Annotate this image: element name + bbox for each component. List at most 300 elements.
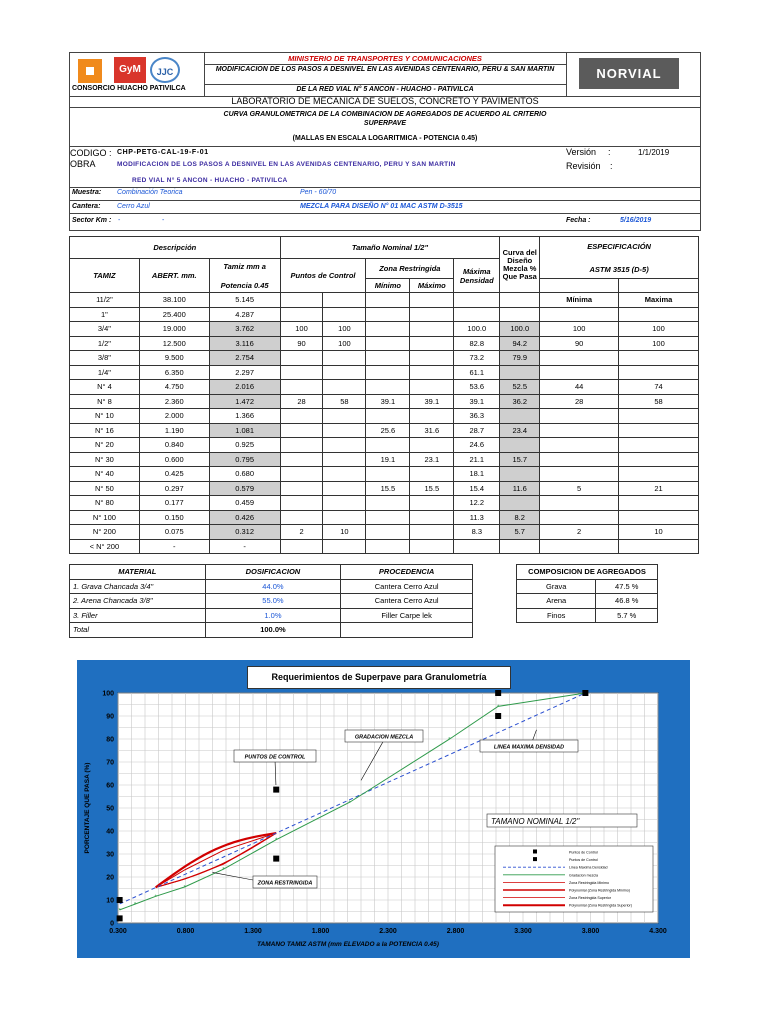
- table-cell: N° 10: [70, 409, 140, 424]
- table-cell: 19.000: [139, 322, 209, 337]
- material-row: [70, 594, 473, 609]
- material-cell: 100.0%: [205, 623, 341, 638]
- zone-annotation-label: ZONA RESTRINGIDA: [257, 880, 313, 887]
- legend-entry: Gradacion mezcla: [569, 873, 598, 878]
- table-cell: N° 40: [70, 467, 140, 482]
- legend-marker: [533, 857, 537, 861]
- legend-marker: [533, 850, 537, 854]
- col-tamiz: TAMIZ: [70, 259, 140, 293]
- table-cell: 1": [70, 307, 140, 322]
- table-cell: 1.190: [139, 423, 209, 438]
- table-cell: 18.1: [454, 467, 500, 482]
- composition-cell: Arena: [517, 594, 596, 609]
- material-row: [70, 579, 473, 594]
- table-cell: 0.459: [209, 496, 280, 511]
- table-cell: [454, 539, 500, 554]
- table-cell: 2.016: [209, 380, 280, 395]
- y-tick-label: 50: [106, 805, 114, 813]
- x-tick-label: 0.800: [176, 928, 195, 935]
- y-tick-label: 10: [106, 897, 114, 905]
- control-point: [495, 690, 501, 696]
- table-cell: [410, 293, 454, 308]
- y-tick-label: 100: [102, 690, 114, 698]
- pen-value: Pen - 60/70: [300, 189, 337, 196]
- version-colon: :: [608, 147, 611, 157]
- table-cell: 15.7: [500, 452, 540, 467]
- table-cell: [280, 423, 323, 438]
- table-cell: 2.297: [209, 365, 280, 380]
- obra-label: OBRA: [70, 159, 96, 169]
- version-value: 1/1/2019: [638, 148, 670, 157]
- x-axis-label: TAMANO TAMIZ ASTM (mm ELEVADO a la POTENCIA 0.45): [257, 941, 439, 948]
- table-cell: 58: [323, 394, 366, 409]
- control-point: [273, 787, 279, 793]
- table-cell: 4.287: [209, 307, 280, 322]
- material-cell: 1.0%: [205, 608, 341, 623]
- table-cell: 28: [280, 394, 323, 409]
- table-cell: [323, 351, 366, 366]
- document-title-area: [69, 108, 701, 147]
- table-cell: N° 8: [70, 394, 140, 409]
- table-cell: [410, 467, 454, 482]
- composition-cell: 5.7 %: [596, 608, 658, 623]
- table-cell: 39.1: [410, 394, 454, 409]
- muestra-label: Muestra:: [72, 189, 102, 196]
- material-cell: 44.0%: [205, 579, 341, 594]
- table-cell: [500, 539, 540, 554]
- codigo-value: CHP-PETG-CAL-19-F-01: [117, 149, 209, 156]
- gym-logo: GyM: [114, 57, 146, 83]
- table-cell: [323, 438, 366, 453]
- spec-blank: [619, 279, 699, 293]
- table-cell: 0.177: [139, 496, 209, 511]
- table-cell: 0.312: [209, 525, 280, 540]
- table-cell: [540, 510, 619, 525]
- table-cell: [540, 351, 619, 366]
- table-cell: 11.3: [454, 510, 500, 525]
- table-cell: 12.500: [139, 336, 209, 351]
- table-cell: 3/8": [70, 351, 140, 366]
- nominal-label: TAMANO NOMINAL 1/2": [491, 817, 580, 826]
- norvial-logo-area: [566, 53, 701, 96]
- table-cell: 100.0: [500, 322, 540, 337]
- table-cell: [410, 380, 454, 395]
- table-cell: 2: [280, 525, 323, 540]
- col-procedencia: PROCEDENCIA: [341, 565, 473, 580]
- x-tick-label: 3.300: [514, 928, 532, 935]
- table-cell: [280, 409, 323, 424]
- table-row: [70, 409, 699, 424]
- table-cell: 1/4": [70, 365, 140, 380]
- table-cell: [410, 307, 454, 322]
- table-cell: [323, 467, 366, 482]
- table-cell: 0.680: [209, 467, 280, 482]
- col-dosificacion: DOSIFICACION: [205, 565, 341, 580]
- table-cell: [619, 438, 699, 453]
- table-row: [70, 336, 699, 351]
- table-cell: 3.116: [209, 336, 280, 351]
- table-cell: 3.762: [209, 322, 280, 337]
- table-cell: [619, 496, 699, 511]
- x-tick-label: 4.300: [649, 928, 667, 935]
- sieve-table: [69, 236, 699, 554]
- table-cell: [366, 307, 410, 322]
- x-tick-label: 1.800: [311, 928, 330, 935]
- col-maxima-densidad: Máxima Densidad: [454, 259, 500, 293]
- revision-colon: :: [610, 161, 613, 171]
- table-cell: 2.360: [139, 394, 209, 409]
- material-cell: 1. Grava Chancada 3/4": [70, 579, 206, 594]
- table-cell: 23.1: [410, 452, 454, 467]
- table-cell: [540, 409, 619, 424]
- table-cell: [280, 510, 323, 525]
- table-cell: 28.7: [454, 423, 500, 438]
- table-cell: [280, 539, 323, 554]
- version-label: Versión: [566, 147, 597, 157]
- table-cell: [323, 539, 366, 554]
- granulometry-chart: [77, 660, 690, 958]
- col-abertura: ABERT. mm.: [139, 259, 209, 293]
- table-cell: N° 100: [70, 510, 140, 525]
- table-cell: Maxima: [619, 293, 699, 308]
- table-cell: [323, 423, 366, 438]
- control-point: [273, 856, 279, 862]
- potencia-label: Potencia 0.45: [220, 280, 269, 290]
- gradation-point: *: [222, 867, 225, 874]
- table-cell: 12.2: [454, 496, 500, 511]
- gradation-point: *: [154, 894, 157, 901]
- jjc-logo: JJC: [150, 57, 180, 83]
- composition-cell: 47.5 %: [596, 579, 658, 594]
- table-cell: 25.6: [366, 423, 410, 438]
- table-cell: [323, 365, 366, 380]
- table-row: [70, 481, 699, 496]
- table-row: [70, 365, 699, 380]
- table-cell: 100: [280, 322, 323, 337]
- table-cell: [540, 438, 619, 453]
- document-subtitle: (MALLAS EN ESCALA LOGARITMICA - POTENCIA 0.45): [292, 135, 478, 142]
- table-cell: 6.350: [139, 365, 209, 380]
- table-cell: [540, 467, 619, 482]
- table-cell: [280, 481, 323, 496]
- table-row: [70, 525, 699, 540]
- table-cell: 0.426: [209, 510, 280, 525]
- table-cell: 90: [280, 336, 323, 351]
- table-cell: 0.150: [139, 510, 209, 525]
- y-axis-label: PORCENTAJE QUE PASA (%): [84, 762, 91, 854]
- table-cell: 9.500: [139, 351, 209, 366]
- table-cell: [366, 336, 410, 351]
- legend-entry: Zona Restringida Minimo: [569, 880, 609, 885]
- gradation-point: *: [183, 885, 186, 892]
- table-cell: [280, 365, 323, 380]
- table-cell: [619, 510, 699, 525]
- table-row: [70, 510, 699, 525]
- table-cell: [280, 452, 323, 467]
- table-cell: 1.081: [209, 423, 280, 438]
- gradation-point: *: [448, 737, 451, 744]
- consortium-name: CONSORCIO HUACHO PATIVILCA: [72, 85, 186, 92]
- norvial-logo: NORVIAL: [579, 58, 679, 89]
- control-point: [117, 897, 123, 903]
- table-cell: 90: [540, 336, 619, 351]
- material-row: [70, 608, 473, 623]
- material-cell: Filler Carpe lek: [341, 608, 473, 623]
- sector-label: Sector Km :: [72, 217, 112, 224]
- table-cell: [619, 539, 699, 554]
- gradation-annotation-label: GRADACION MEZCLA: [354, 734, 414, 741]
- table-cell: [619, 467, 699, 482]
- especificacion-label: ESPECIFICACIÓN: [587, 241, 651, 251]
- table-row: [70, 322, 699, 337]
- table-cell: [619, 351, 699, 366]
- table-cell: 0.600: [139, 452, 209, 467]
- table-cell: 52.5: [500, 380, 540, 395]
- control-point: [117, 915, 123, 921]
- table-cell: 53.6: [454, 380, 500, 395]
- table-cell: 0.795: [209, 452, 280, 467]
- table-cell: 39.1: [366, 394, 410, 409]
- table-cell: [366, 293, 410, 308]
- codigo-label: CODIGO :: [70, 148, 112, 158]
- legend-entry: Polynomial (Zona Restringida Minimo): [569, 888, 630, 893]
- table-cell: 73.2: [454, 351, 500, 366]
- control-point: [495, 713, 501, 719]
- table-cell: [280, 467, 323, 482]
- table-cell: [500, 293, 540, 308]
- table-cell: 11/2": [70, 293, 140, 308]
- table-cell: 100: [619, 336, 699, 351]
- col-zona-restringida: Zona Restringida: [366, 259, 454, 279]
- col-tamano-nominal: Tamaño Nominal 1/2": [280, 237, 500, 259]
- orange-logo-icon: [78, 59, 102, 83]
- document-title: CURVA GRANULOMETRICA DE LA COMBINACION DE AGREGADOS DE ACUERDO AL CRITERIO SUPERPAVE: [223, 111, 547, 127]
- table-cell: 8.3: [454, 525, 500, 540]
- control-annotation-label: PUNTOS DE CONTROL: [244, 754, 306, 761]
- table-cell: 100: [619, 322, 699, 337]
- table-cell: 44: [540, 380, 619, 395]
- y-tick-label: 0: [110, 920, 114, 928]
- table-cell: Mínima: [540, 293, 619, 308]
- col-curva-diseno: Curva del Diseño Mezcla % Que Pasa: [500, 237, 540, 293]
- table-cell: [500, 496, 540, 511]
- cantera-label: Cantera:: [72, 203, 101, 210]
- control-point: [582, 690, 588, 696]
- table-row: [70, 307, 699, 322]
- table-cell: [366, 438, 410, 453]
- table-cell: 100: [540, 322, 619, 337]
- table-cell: [540, 452, 619, 467]
- table-cell: [366, 322, 410, 337]
- x-tick-label: 1.300: [244, 928, 262, 935]
- table-cell: 10: [323, 525, 366, 540]
- table-cell: N° 80: [70, 496, 140, 511]
- table-cell: 39.1: [454, 394, 500, 409]
- table-cell: 11.6: [500, 481, 540, 496]
- header-block: [69, 52, 701, 97]
- col-tamiz-potencia: [209, 259, 280, 293]
- table-cell: [540, 539, 619, 554]
- table-row: [70, 380, 699, 395]
- table-cell: 79.9: [500, 351, 540, 366]
- obra-line-2: RED VIAL N° 5 ANCON - HUACHO - PATIVILCA: [132, 177, 288, 184]
- table-cell: [323, 481, 366, 496]
- legend-entry: Puntos de Control: [569, 850, 598, 855]
- table-row: [70, 467, 699, 482]
- table-cell: 1.472: [209, 394, 280, 409]
- table-cell: 8.2: [500, 510, 540, 525]
- table-cell: [410, 336, 454, 351]
- table-cell: [540, 423, 619, 438]
- table-cell: 82.8: [454, 336, 500, 351]
- materials-table: [69, 564, 473, 638]
- table-cell: [619, 307, 699, 322]
- table-cell: [366, 539, 410, 554]
- table-cell: -: [139, 539, 209, 554]
- composition-row: [517, 594, 658, 609]
- table-cell: 4.750: [139, 380, 209, 395]
- table-cell: [323, 409, 366, 424]
- muestra-value: Combinación Teorica: [117, 189, 183, 196]
- table-row: [70, 293, 699, 308]
- tamiz-mm-label: Tamiz mm a: [223, 261, 266, 271]
- composition-table: [516, 564, 658, 623]
- sector-value-1: -: [118, 217, 121, 224]
- table-cell: [366, 380, 410, 395]
- table-cell: 61.1: [454, 365, 500, 380]
- table-cell: 23.4: [500, 423, 540, 438]
- table-cell: [540, 496, 619, 511]
- table-cell: 10: [619, 525, 699, 540]
- table-cell: [280, 496, 323, 511]
- gradation-point: *: [133, 902, 137, 909]
- material-cell: Cantera Cerro Azul: [341, 579, 473, 594]
- material-cell: Total: [70, 623, 206, 638]
- table-cell: < N° 200: [70, 539, 140, 554]
- table-cell: [410, 365, 454, 380]
- cantera-value: Cerro Azul: [117, 203, 150, 210]
- table-cell: 15.5: [366, 481, 410, 496]
- col-zona-minimo: Mínimo: [366, 279, 410, 293]
- table-cell: 38.100: [139, 293, 209, 308]
- table-cell: 5.7: [500, 525, 540, 540]
- table-cell: -: [209, 539, 280, 554]
- table-cell: N° 20: [70, 438, 140, 453]
- composition-cell: Finos: [517, 608, 596, 623]
- x-tick-label: 2.800: [446, 928, 465, 935]
- table-cell: [410, 438, 454, 453]
- table-cell: N° 4: [70, 380, 140, 395]
- y-tick-label: 60: [106, 782, 114, 790]
- table-cell: 74: [619, 380, 699, 395]
- y-tick-label: 30: [106, 851, 114, 859]
- gradation-point: *: [496, 704, 500, 711]
- project-network: DE LA RED VIAL N° 5 ANCON - HUACHO - PATIVILCA: [204, 84, 566, 93]
- col-material: MATERIAL: [70, 565, 206, 580]
- table-cell: 0.925: [209, 438, 280, 453]
- table-row: [70, 394, 699, 409]
- table-cell: [280, 380, 323, 395]
- project-name: MODIFICACION DE LOS PASOS A DESNIVEL EN LAS AVENIDAS CENTENARIO, PERU & SAN MARTIN: [204, 64, 566, 74]
- table-row: [70, 438, 699, 453]
- legend-entry: Zona Restringida Superior: [569, 896, 611, 901]
- revision-label: Revisión: [566, 161, 601, 171]
- gradation-point: *: [348, 800, 351, 807]
- col-descripcion: Descripción: [70, 237, 281, 259]
- table-cell: 0.579: [209, 481, 280, 496]
- table-cell: [366, 467, 410, 482]
- table-cell: [500, 409, 540, 424]
- table-cell: 15.5: [410, 481, 454, 496]
- material-cell: 2. Arena Chancada 3/8": [70, 594, 206, 609]
- table-cell: [280, 438, 323, 453]
- table-cell: 5.145: [209, 293, 280, 308]
- table-cell: [366, 510, 410, 525]
- project-title-area: [204, 53, 566, 96]
- table-cell: [366, 409, 410, 424]
- astm-label: ASTM 3515 (D-5): [589, 264, 649, 274]
- sector-value-2: -: [162, 217, 165, 224]
- table-cell: [540, 307, 619, 322]
- col-especificacion: [540, 237, 699, 279]
- table-cell: [619, 423, 699, 438]
- spec-blank: [540, 279, 619, 293]
- table-cell: [323, 293, 366, 308]
- table-cell: [410, 351, 454, 366]
- meta-block: [69, 146, 701, 231]
- chart-panel: [77, 660, 690, 958]
- table-cell: 2.754: [209, 351, 280, 366]
- x-tick-label: 0.300: [109, 928, 127, 935]
- x-tick-label: 3.800: [581, 928, 600, 935]
- table-cell: N° 200: [70, 525, 140, 540]
- obra-line-1: MODIFICACION DE LOS PASOS A DESNIVEL EN LAS AVENIDAS CENTENARIO, PERU Y SAN MARTIN: [117, 161, 456, 168]
- table-row: [70, 496, 699, 511]
- material-cell: 3. Filler: [70, 608, 206, 623]
- table-cell: 36.2: [500, 394, 540, 409]
- legend-entry: Polynomial (Zona Restringida Superior): [569, 903, 632, 908]
- table-cell: 94.2: [500, 336, 540, 351]
- table-cell: 1.366: [209, 409, 280, 424]
- table-cell: 0.297: [139, 481, 209, 496]
- y-tick-label: 40: [106, 828, 114, 836]
- table-row: [70, 351, 699, 366]
- table-cell: 0.425: [139, 467, 209, 482]
- table-cell: [454, 293, 500, 308]
- table-cell: [366, 365, 410, 380]
- material-cell: 55.0%: [205, 594, 341, 609]
- table-cell: [410, 539, 454, 554]
- table-cell: [410, 322, 454, 337]
- composition-title: COMPOSICION DE AGREGADOS: [517, 565, 658, 580]
- table-cell: [500, 438, 540, 453]
- col-zona-maximo: Máximo: [410, 279, 454, 293]
- table-cell: 1/2": [70, 336, 140, 351]
- table-cell: [366, 351, 410, 366]
- table-cell: [619, 365, 699, 380]
- consortium-logo-area: [70, 53, 205, 96]
- table-cell: [323, 452, 366, 467]
- material-row: [70, 623, 473, 638]
- legend-entry: Puntos de Control: [569, 858, 598, 863]
- table-cell: 24.6: [454, 438, 500, 453]
- table-cell: 58: [619, 394, 699, 409]
- table-cell: [500, 365, 540, 380]
- table-cell: 21: [619, 481, 699, 496]
- table-cell: 3/4": [70, 322, 140, 337]
- table-cell: 21.1: [454, 452, 500, 467]
- legend-entry: Linea Maxima Densidad: [569, 865, 608, 870]
